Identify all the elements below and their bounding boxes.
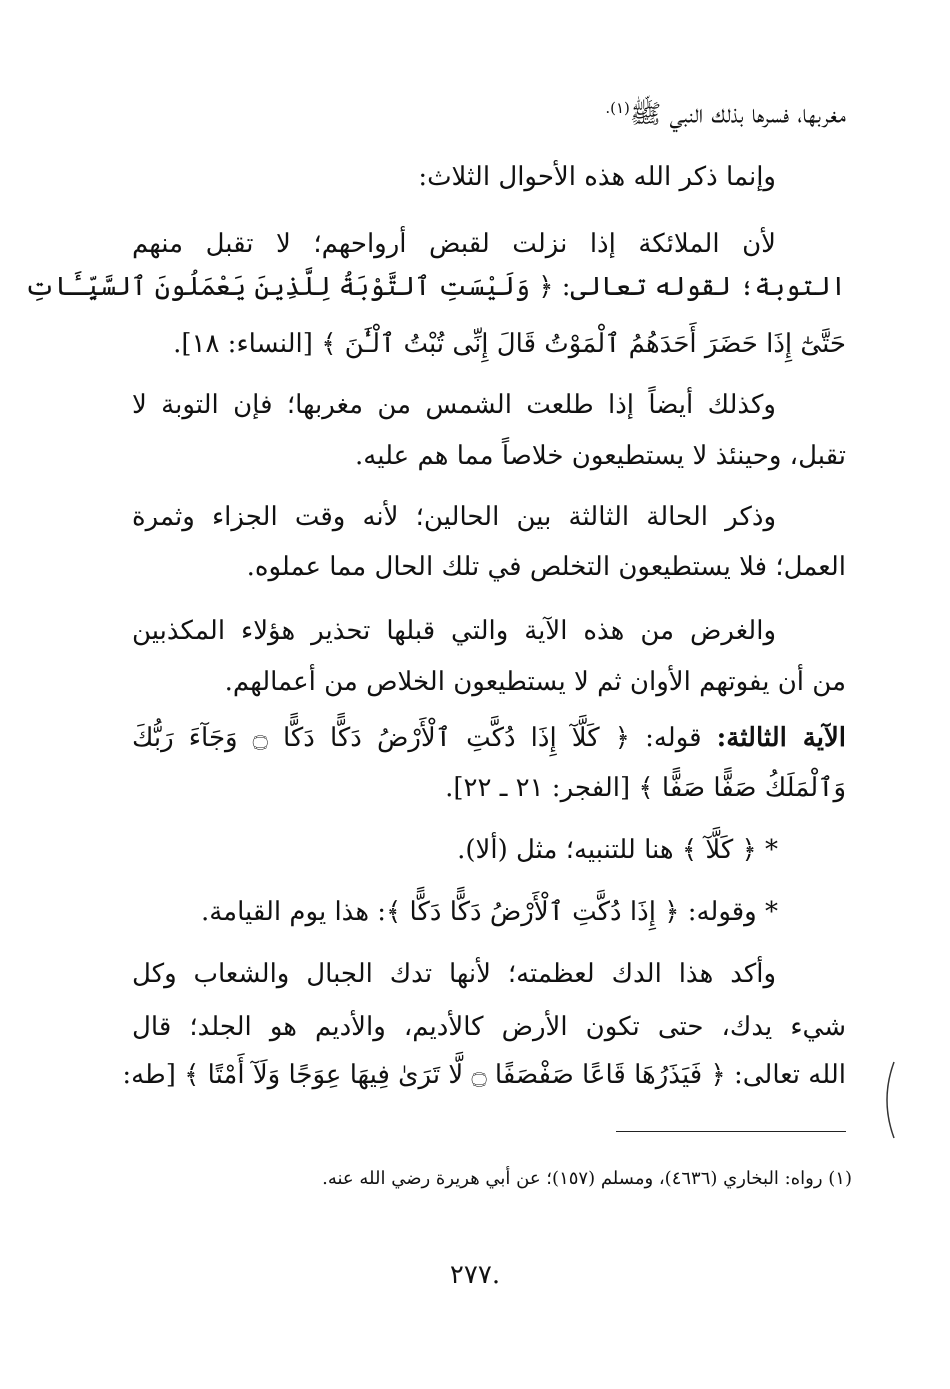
footnote-marker: (١). bbox=[605, 99, 630, 117]
text-line-16: وأكد هذا الدك لعظمته؛ لأنها تدك الجبال والشعاب وكل bbox=[132, 959, 776, 989]
footnote-divider bbox=[616, 1131, 846, 1132]
text-line-11: من أن يفوتهم الأوان ثم لا يستطيعون الخلاص من أعمالهم. bbox=[224, 667, 846, 697]
text-line-8: وذكر الحالة الثالثة بين الحالين؛ لأنه وقت الجزاء وثمرة bbox=[132, 502, 776, 532]
text-line-7: تقبل، وحينئذ لا يستطيعون خلاصاً مما هم عليه. bbox=[355, 441, 846, 471]
text-line-9: العمل؛ فلا يستطيعون التخلص في تلك الحال مما عملوه. bbox=[246, 552, 846, 582]
text-line-6: وكذلك أيضاً إذا طلعت الشمس من مغربها؛ فإن التوبة لا bbox=[132, 390, 776, 420]
page-number: .٢٧٧ bbox=[449, 1260, 501, 1290]
text-line-12: الآية الثالثة: قوله: ﴿ كَلَّآ إِذَا دُكَّتِ ٱلْأَرْضُ دَكًّا دَكًّا ۝ وَجَآءَ رَبُّكَ bbox=[132, 723, 846, 753]
text-line-1: مغربها، فسرها بذلك النبي ﷺ$^{(١).}$ bbox=[605, 99, 846, 130]
text-line-18: الله تعالى: ﴿ فَيَذَرُهَا قَاعًا صَفْصَفًا ۝ لَّا تَرَىٰ فِيهَا عِوَجًا وَلَآ أَمْتًا ﴾ [طه: bbox=[122, 1060, 846, 1090]
text-line-13: وَٱلْمَلَكُ صَفًّا صَفًّا ﴾ [الفجر: ٢١ ـ ٢٢]. bbox=[445, 773, 846, 803]
text-line-17: شيء يدك، حتى تكون الأرض كالأديم، والأديم هو الجلد؛ قال bbox=[132, 1012, 846, 1042]
text-line-15: * وقوله: ﴿ إِذَا دُكَّتِ ٱلْأَرْضُ دَكًّا دَكًّا ﴾: هذا يوم القيامة. bbox=[200, 897, 778, 927]
text-line-14: * ﴿ كَلَّآ ﴾ هنا للتنبيه؛ مثل (ألا). bbox=[457, 835, 778, 865]
text-line-4: التوبة؛ لقوله تعالى: ﴿ وَلَيْسَتِ ٱلتَّوْبَةُ لِلَّذِينَ يَعْمَلُونَ ٱلسَّيِّـَٔاتِ bbox=[24, 272, 846, 302]
margin-bracket-mark bbox=[878, 1060, 898, 1140]
text-line-10: والغرض من هذه الآية والتي قبلها تحذير هؤلاء المكذبين bbox=[132, 616, 776, 646]
text-line-5: حَتَّىٰٓ إِذَا حَضَرَ أَحَدَهُمُ ٱلْمَوْتُ قَالَ إِنِّى تُبْتُ ٱلْـَٰٔنَ ﴾ [النساء: ١٨]. bbox=[173, 329, 846, 359]
text-line-3: لأن الملائكة إذا نزلت لقبض أرواحهم؛ لا تقبل منهم bbox=[132, 229, 776, 259]
text-line-2: وإنما ذكر الله هذه الأحوال الثلاث: bbox=[418, 162, 776, 192]
footnote: (١) رواه: البخاري (٤٦٣٦)، ومسلم (١٥٧)؛ عن أبي هريرة رضي الله عنه. bbox=[322, 1168, 852, 1189]
ayah-heading: الآية الثالثة: bbox=[716, 723, 846, 753]
